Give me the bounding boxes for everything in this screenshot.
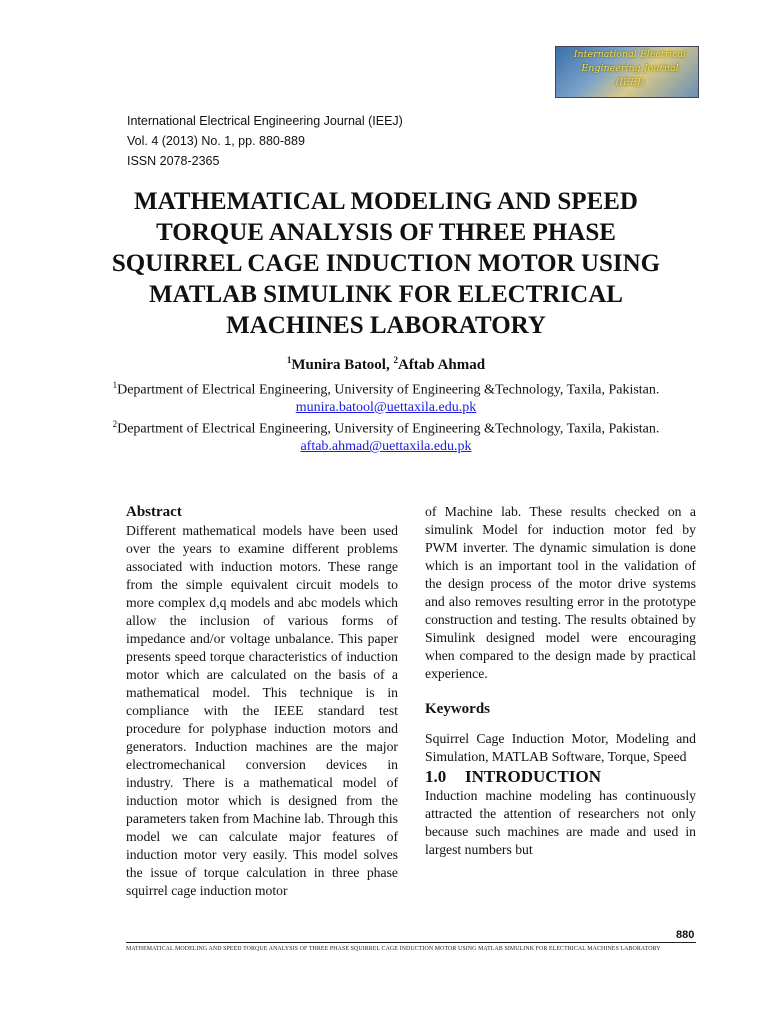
author1-name: Munira Batool, (291, 357, 390, 373)
author1-superscript: 1 (286, 355, 292, 365)
author2-email-link[interactable]: aftab.ahmad@uettaxila.edu.pk (300, 439, 472, 455)
journal-volume: Vol. 4 (2013) No. 1, pp. 880-889 (127, 134, 305, 148)
left-column (126, 503, 398, 900)
affiliation2-text: Department of Electrical Engineering, University of Engineering &Technology, Taxila, Pakistan. (117, 421, 660, 437)
keywords-heading: Keywords (425, 701, 490, 717)
affiliation1-text: Department of Electrical Engineering, University of Engineering &Technology, Taxila, Pakistan. (117, 382, 660, 398)
journal-logo (555, 46, 699, 98)
author-names (110, 352, 662, 375)
introduction-text: Induction machine modeling has continuously attracted the attention of researchers not only because such machines are made and used in largest numbers but (425, 788, 696, 857)
affiliation1-superscript: 1 (112, 379, 118, 390)
affiliation-1 (110, 377, 662, 399)
footer-divider (126, 942, 696, 943)
journal-issn: ISSN 2078-2365 (127, 154, 220, 168)
author-block (110, 352, 662, 456)
affiliation-2 (110, 416, 662, 438)
author2-name: Aftab Ahmad (397, 357, 486, 373)
right-column (425, 503, 696, 859)
paper-title: MATHEMATICAL MODELING AND SPEED TORQUE ANALYSIS OF THREE PHASE SQUIRREL CAGE INDUCTION MOTOR USING MATLAB SIMULINK FOR ELECTRICAL MACHINES LABORATORY (111, 188, 661, 339)
journal-logo-text: International Electrical Engineering Journal (IEEJ) (573, 49, 687, 88)
introduction-heading (425, 767, 696, 787)
journal-info (127, 111, 403, 171)
abstract-heading: Abstract (126, 504, 182, 520)
abstract-text-right: of Machine lab. These results checked on a simulink Model for induction motor fed by PWM inverter. The dynamic simulation is done which is an important tool in the validation of the design process of the motor drive systems and also removes resulting error in the prototype construction and testing. The results obtained by Simulink designed model were encouraging when compared to the design made by practical experience. (425, 504, 696, 681)
page-number: 880 (676, 929, 695, 941)
section-title: INTRODUCTION (465, 767, 602, 786)
journal-name: International Electrical Engineering Journal (IEEJ) (127, 114, 403, 128)
author2-superscript: 2 (393, 355, 398, 365)
section-number: 1.0 (425, 767, 447, 786)
abstract-text-left: Different mathematical models have been used over the years to examine different problems associated with induction motors. These range from the simple equivalent circuit models to more complex d,q models and abc models which allow the inclusion of various forms of impedance and/or voltage unbalance. This paper presents speed torque characteristics of induction motor which are calculated on the basis of a mathematical model. This technique is in compliance with the IEEE standard test procedure for polyphase induction motors and generators. Induction machines are the major electromechanical conversion devices in industry. There is a mathematical model of induction motor which is designed from the parameters taken from Machine lab. Through this model we can calculate major features of induction motor very easily. This model solves the issue of torque calculation in three phase squirrel cage induction motor (126, 523, 398, 898)
author1-email-link[interactable]: munira.batool@uettaxila.edu.pk (295, 399, 477, 415)
affiliation2-superscript: 2 (112, 419, 118, 430)
keywords-text: Squirrel Cage Induction Motor, Modeling and Simulation, MATLAB Software, Torque, Speed (425, 731, 696, 764)
running-title: MATHEMATICAL MODELING AND SPEED TORQUE ANALYSIS OF THREE PHASE SQUIRREL CAGE INDUCTION MOTOR USING MATLAB SIMULINK FOR ELECTRICAL MACHINES LABORATORY (126, 946, 661, 952)
